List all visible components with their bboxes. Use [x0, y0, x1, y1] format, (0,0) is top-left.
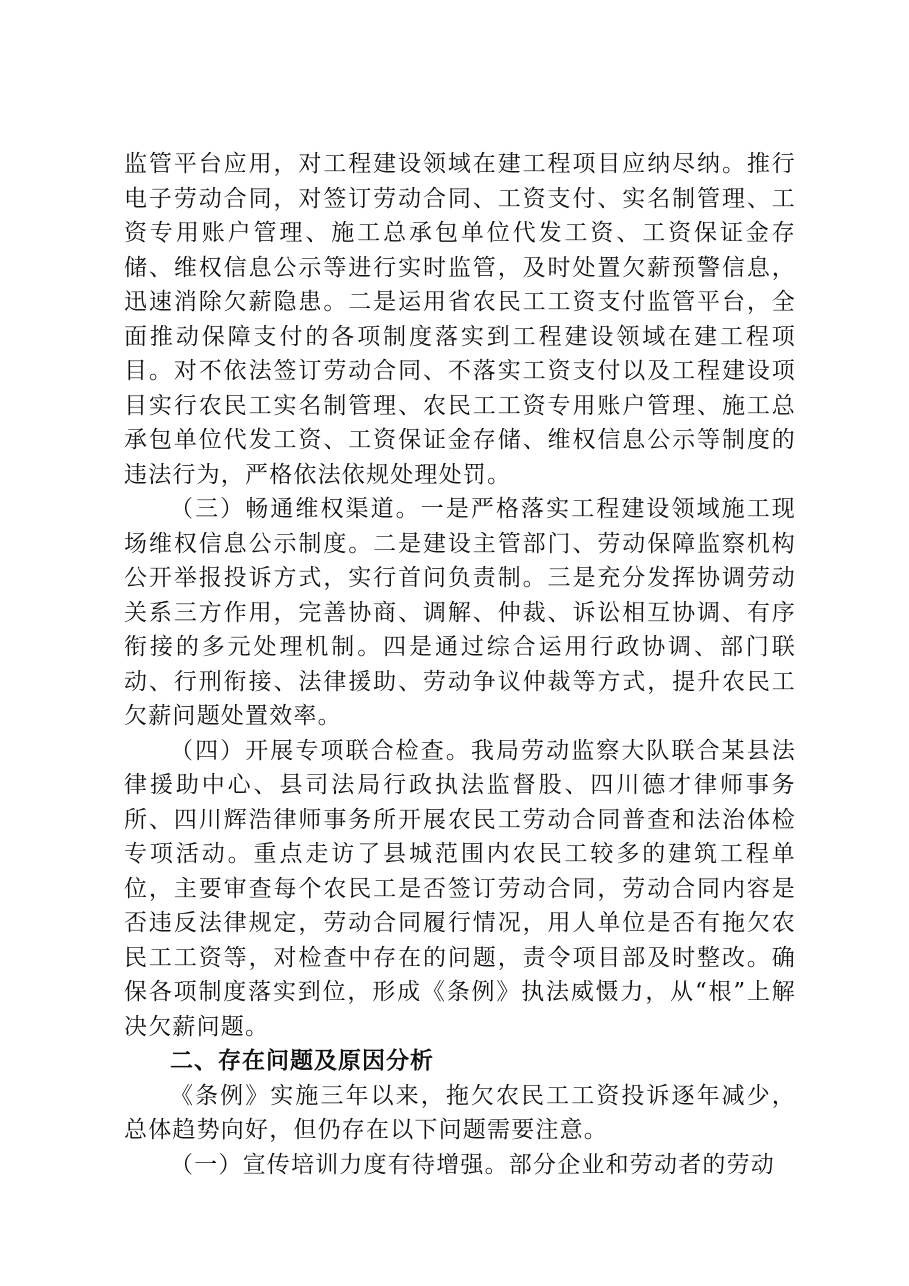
- paragraph-publicity-training: （一）宣传培训力度有待增强。部分企业和劳动者的劳动: [170, 1151, 775, 1178]
- paragraph-joint-inspection: （四）开展专项联合检查。我局劳动监察大队联合某县法律援助中心、县司法局行政执法监督股、四川德才律师事务所、四川辉浩律师事务所开展农民工劳动合同普查和法治体检专项活动。重点走访了县城范围内农民工较多的建筑工程单位，主要审查每个农民工是否签订劳动合同，劳动合同内容是否违反法律规定，劳动合同履行情况，用人单位是否有拖欠农民工工资等，对检查中存在的问题，责令项目部及时整改。确保各项制度落实到位，形成《条例》执法威慑力，从“根”上解决欠薪问题。: [124, 737, 796, 1040]
- paragraph-overall-trend: 《条例》实施三年以来，拖欠农民工工资投诉逐年减少，总体趋势向好，但仍存在以下问题需要注意。: [124, 1082, 796, 1143]
- section-heading-problems-analysis: 二、存在问题及原因分析: [170, 1048, 434, 1074]
- paragraph-rights-channels: （三）畅通维权渠道。一是严格落实工程建设领域施工现场维权信息公示制度。二是建设主管部门、劳动保障监察机构公开举报投诉方式，实行首问负责制。三是充分发挥协调劳动关系三方作用，完善协商、调解、仲裁、诉讼相互协调、有序衔接的多元处理机制。四是通过综合运用行政协调、部门联动、行刑衔接、法律援助、劳动争议仲裁等方式，提升农民工欠薪问题处置效率。: [124, 496, 796, 729]
- paragraph-platform-supervision: 监管平台应用，对工程建设领域在建工程项目应纳尽纳。推行电子劳动合同，对签订劳动合同、工资支付、实名制管理、工资专用账户管理、施工总承包单位代发工资、工资保证金存储、维权信息公示等进行实时监管，及时处置欠薪预警信息，迅速消除欠薪隐患。二是运用省农民工工资支付监管平台，全面推动保障支付的各项制度落实到工程建设领域在建工程项目。对不依法签订劳动合同、不落实工资支付以及工程建设项目实行农民工实名制管理、农民工工资专用账户管理、施工总承包单位代发工资、工资保证金存储、维权信息公示等制度的违法行为，严格依法依规处理处罚。: [124, 151, 796, 488]
- document-body: [124, 147, 796, 1182]
